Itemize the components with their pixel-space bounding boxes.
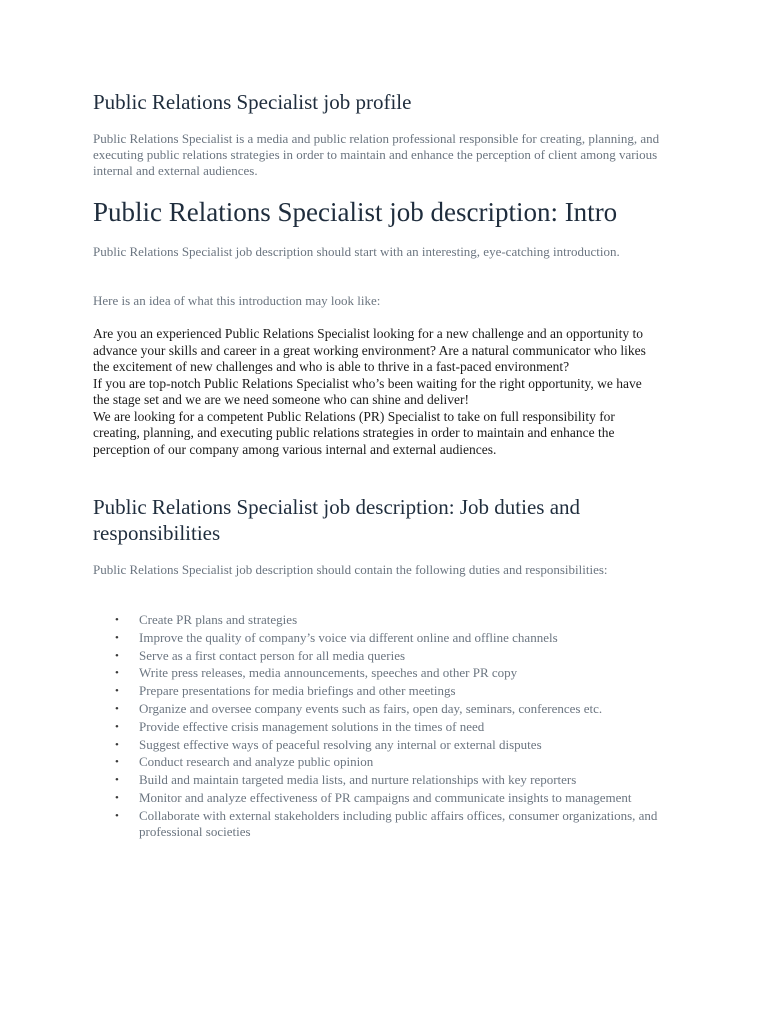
bullet-icon: • [115,756,119,769]
heading-intro: Public Relations Specialist job description: Intro [93,197,618,227]
list-item: • Collaborate with external stakeholders including public affairs offices, consumer organizations, and professional societies [115,807,658,839]
bullet-icon: • [115,774,119,787]
intro-paragraph: Public Relations Specialist job description should start with an interesting, eye-catching introduction. [93,244,620,259]
duties-list [93,612,673,842]
example-introduction [93,326,653,458]
example-paragraph-1: Are you an experienced Public Relations Specialist looking for a new challenge and an opportunity to advance your skills and career in a great working environment? Are a natural communicator who likes the excitement of new challenges and who is able to thrive in a fast-paced environment? [93,326,646,374]
duties-intro-paragraph: Public Relations Specialist job description should contain the following duties and responsibilities: [93,562,608,577]
list-item: • Organize and oversee company events such as fairs, open day, seminars, conferences etc. [115,700,603,716]
bullet-icon: • [115,791,119,804]
list-item: • Provide effective crisis management solutions in the times of need [115,718,485,734]
list-item: • Prepare presentations for media briefings and other meetings [115,683,456,699]
example-paragraph-3: We are looking for a competent Public Relations (PR) Specialist to take on full responsibility for creating, planning, and executing public relations strategies in order to maintain and enhance the perception of our company among various internal and external audiences. [93,408,615,457]
bullet-icon: • [115,809,119,822]
profile-paragraph: Public Relations Specialist is a media and public relation professional responsible for creating, planning, and executing public relations strategies in order to maintain and enhance the perception of client among various internal and external audiences. [93,131,660,178]
bullet-icon: • [115,738,119,751]
list-item: • Monitor and analyze effectiveness of PR campaigns and communicate insights to management [115,789,632,805]
list-item: • Suggest effective ways of peaceful resolving any internal or external disputes [115,736,542,752]
list-item: • Serve as a first contact person for all media queries [115,647,406,663]
bullet-icon: • [115,631,119,644]
bullet-icon: • [115,702,119,715]
heading-job-profile: Public Relations Specialist job profile [93,90,412,114]
list-item: • Build and maintain targeted media lists, and nurture relationships with key reporters [115,772,577,788]
bullet-icon: • [115,649,119,662]
list-item: • Create PR plans and strategies [115,612,298,627]
bullet-icon: • [115,685,119,698]
bullet-icon: • [115,614,119,626]
bullet-icon: • [115,720,119,733]
heading-duties: Public Relations Specialist job description: Job duties and responsibilities [93,495,581,545]
example-paragraph-2: If you are top-notch Public Relations Specialist who’s been waiting for the right opportunity, we have the stage set and we are we need someone who can shine and deliver! [93,375,642,407]
list-item: • Improve the quality of company’s voice via different online and offline channels [115,629,558,645]
intro-example-lead: Here is an idea of what this introduction may look like: [93,293,381,308]
bullet-icon: • [115,667,119,680]
list-item: • Write press releases, media announcements, speeches and other PR copy [115,665,518,681]
list-item: • Conduct research and analyze public opinion [115,754,374,770]
